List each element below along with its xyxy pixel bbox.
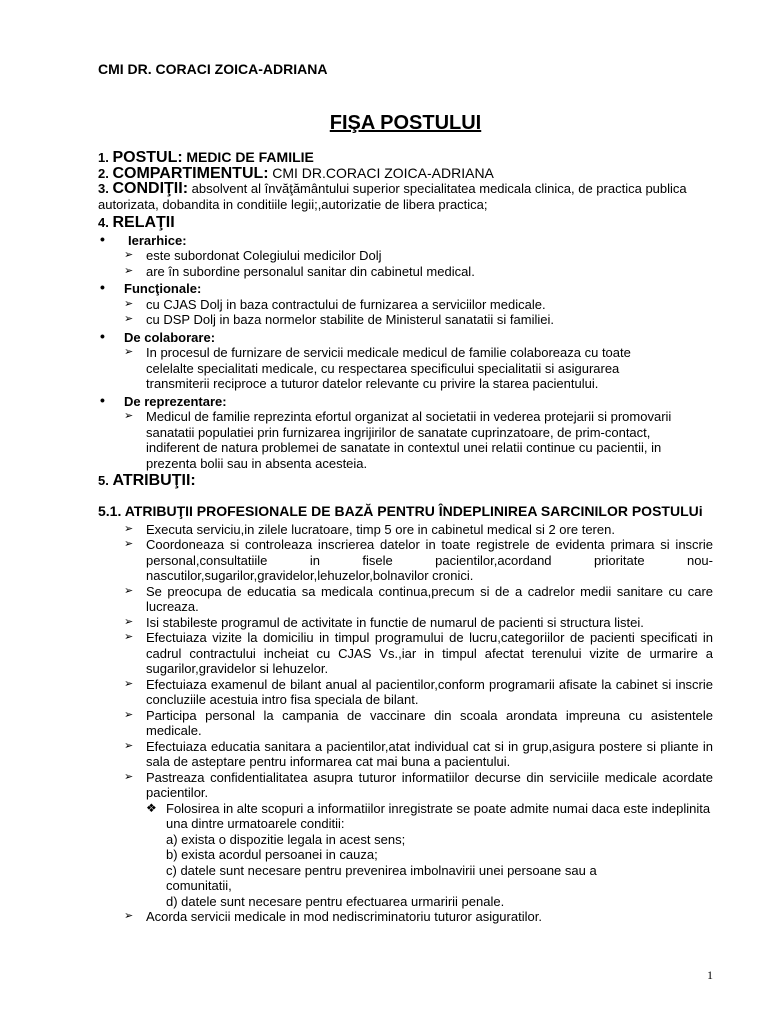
condition-item: b) exista acordul persoanei in cauza; [166,847,378,862]
section-key: RELAŢII [112,214,175,231]
arrow-icon: ➢ [124,410,134,422]
bullet-functionale: • Funcţionale: [98,281,713,297]
arrow-icon: ➢ [124,910,134,922]
list-item [98,537,713,584]
list-item [98,739,713,770]
arrow-icon: ➢ [124,770,134,783]
list-item [98,522,713,538]
section-number: 1. [98,150,109,165]
list-item-text: Executa serviciu,in zilele lucratoare, timp 5 ore in cabinetul medical si 2 ore teren. [146,521,615,537]
arrow-icon: ➢ [124,297,134,310]
list-item [98,909,713,925]
list-item [98,409,713,471]
section-number: 5. [98,473,109,488]
section-postul [98,150,713,166]
section-key: COMPARTIMENTUL: [112,164,269,182]
arrow-icon: ➢ [124,584,134,597]
diamond-bullet-icon: ❖ [146,800,157,815]
arrow-icon: ➢ [124,739,134,752]
list-item [98,297,713,313]
list-item-text: Medicul de familie reprezinta efortul organizat al societatii in vederea protejarii si promovarii sanatatii populatiei prin furnizarea ingrijirilor de sanatate cuprinzatoare, de prim-contact, indiferent de natura problemei de sanatate in contextul unei relatii continue cu pacientii, in prezenta bolii sau in absenta acesteia. [146,409,672,471]
section-value: CMI DR.CORACI ZOICA-ADRIANA [272,164,494,181]
arrow-icon: ➢ [124,615,134,628]
list-item [98,264,713,280]
list-item-text: Participa personal la campania de vaccinare din scoala arondata impreuna cu asistentele medicale. [146,707,713,738]
list-item-text: Efectuiaza vizite la domiciliu in timpul programului de lucru,categoriilor de pacienti specificati in cadrul contractului incheiat cu CJAS Vs.,iar in timpul afectat terenului vizite de urmarire a sugarilor,gravidelor si lehuzelor. [146,630,713,676]
section-number: 4. [98,215,109,230]
list-item [98,615,713,631]
arrow-icon: ➢ [124,677,134,690]
condition-item: c) datele sunt necesare pentru prevenirea imbolnavirii unei persoane sau a comunitatii, [166,862,597,893]
section-key: ATRIBUŢII: [112,472,196,489]
list-item [98,770,713,801]
bullet-reprezentare: • De reprezentare: [98,394,713,410]
list-item [98,584,713,615]
section-atributii [98,473,713,489]
list-item [98,708,713,739]
section-compartimentul [98,166,713,182]
bullet-ierarhice: • Ierarhice: [98,233,713,249]
list-item-text: Folosirea in alte scopuri a informatiilor inregistrate se poate admite numai daca este indeplinita una dintre urmatoarele conditii: [166,800,711,831]
bullet-colaborare: • De colaborare: [98,330,713,346]
section-number: 2. [98,165,109,181]
condition-item: a) exista o dispozitie legala in acest sens; [166,831,406,847]
list-item-text: are în subordine personalul sanitar din cabinetul medical. [146,263,475,279]
section-relatii [98,215,713,231]
list-item-text: Se preocupa de educatia sa medicala continua,precum si de a cadrelor medii sanitare cu care lucreaza. [146,583,713,614]
arrow-icon: ➢ [124,538,134,550]
arrow-icon: ➢ [124,522,134,535]
arrow-icon: ➢ [124,708,134,721]
arrow-icon: ➢ [124,346,134,358]
section-conditii [98,181,713,213]
section-value: absolvent al învăţământului superior specialitatea medicala clinica, de practica publica autorizata, dobandita in conditiile legii;,autorizatie de libera practica; [98,181,687,212]
section-key: CONDIŢII: [112,180,189,197]
condition-item: d) datele sunt necesare pentru efectuarea urmaririi penale. [166,893,505,909]
list-item-text: Efectuiaza examenul de bilant anual al pacientilor,conform programarii afisate la cabinet si inscrie concluziile acestuia intro fisa speciala de bilant. [146,676,713,707]
arrow-icon: ➢ [124,264,134,277]
list-item [98,248,713,264]
list-item-text: cu CJAS Dolj in baza contractului de furnizarea a serviciilor medicale. [146,296,546,312]
list-item [98,345,713,392]
list-item-text: Isi stabileste programul de activitate in functie de numarul de pacienti si structura listei. [146,614,644,630]
list-item [98,312,713,328]
arrow-icon: ➢ [124,313,134,325]
list-item-text: Coordoneaza si controleaza inscrierea datelor in toate registrele de evidenta primara si inscrie personal,consultatiile in fisele pacientilor,acordand prioritate nou-nascutilor,sugarilor,gravidelor,lehuzelor,bolnavilor cronici. [146,537,713,583]
section-number: 3. [98,181,109,196]
arrow-icon: ➢ [124,249,134,261]
list-item [98,630,713,677]
list-item-text: In procesul de furnizare de servicii medicale medicul de familie colaboreaza cu toate celelalte specialitati medicale, cu respectarea specificului specialitatii si asigurarea transmiterii reciproce a tuturor datelor relevante cu privire la starea pacientului. [146,345,631,391]
arrow-icon: ➢ [124,631,134,643]
clinic-header: CMI DR. CORACI ZOICA-ADRIANA [98,61,328,77]
list-item-text: cu DSP Dolj in baza normelor stabilite de Ministerul sanatatii si familiei. [146,312,554,327]
list-item [98,677,713,708]
list-item-text: Efectuiaza educatia sanitara a pacientilor,atat individual cat si in grup,asigura postere si pliante in sala de asteptare pentru informarea cat mai buna a pacientului. [146,738,713,769]
document-body [98,150,713,925]
list-item-text: Acorda servicii medicale in mod nediscriminatoriu tuturor asiguratilor. [146,909,542,924]
subsection-heading: 5.1. ATRIBUŢII PROFESIONALE DE BAZĂ PENTRU ÎNDEPLINIREA SARCINILOR POSTULUi [98,502,703,519]
sub-list-item [98,801,713,832]
section-value: MEDIC DE FAMILIE [186,149,314,165]
document-title: FIŞA POSTULUI [329,112,482,134]
list-item-text: este subordonat Colegiului medicilor Dolj [146,248,382,263]
list-item-text: Pastreaza confidentialitatea asupra tuturor informatiilor decurse din serviciile medicale acordate pacientilor. [146,769,713,800]
section-key: POSTUL: [112,149,183,166]
page-number: 1 [707,968,713,982]
